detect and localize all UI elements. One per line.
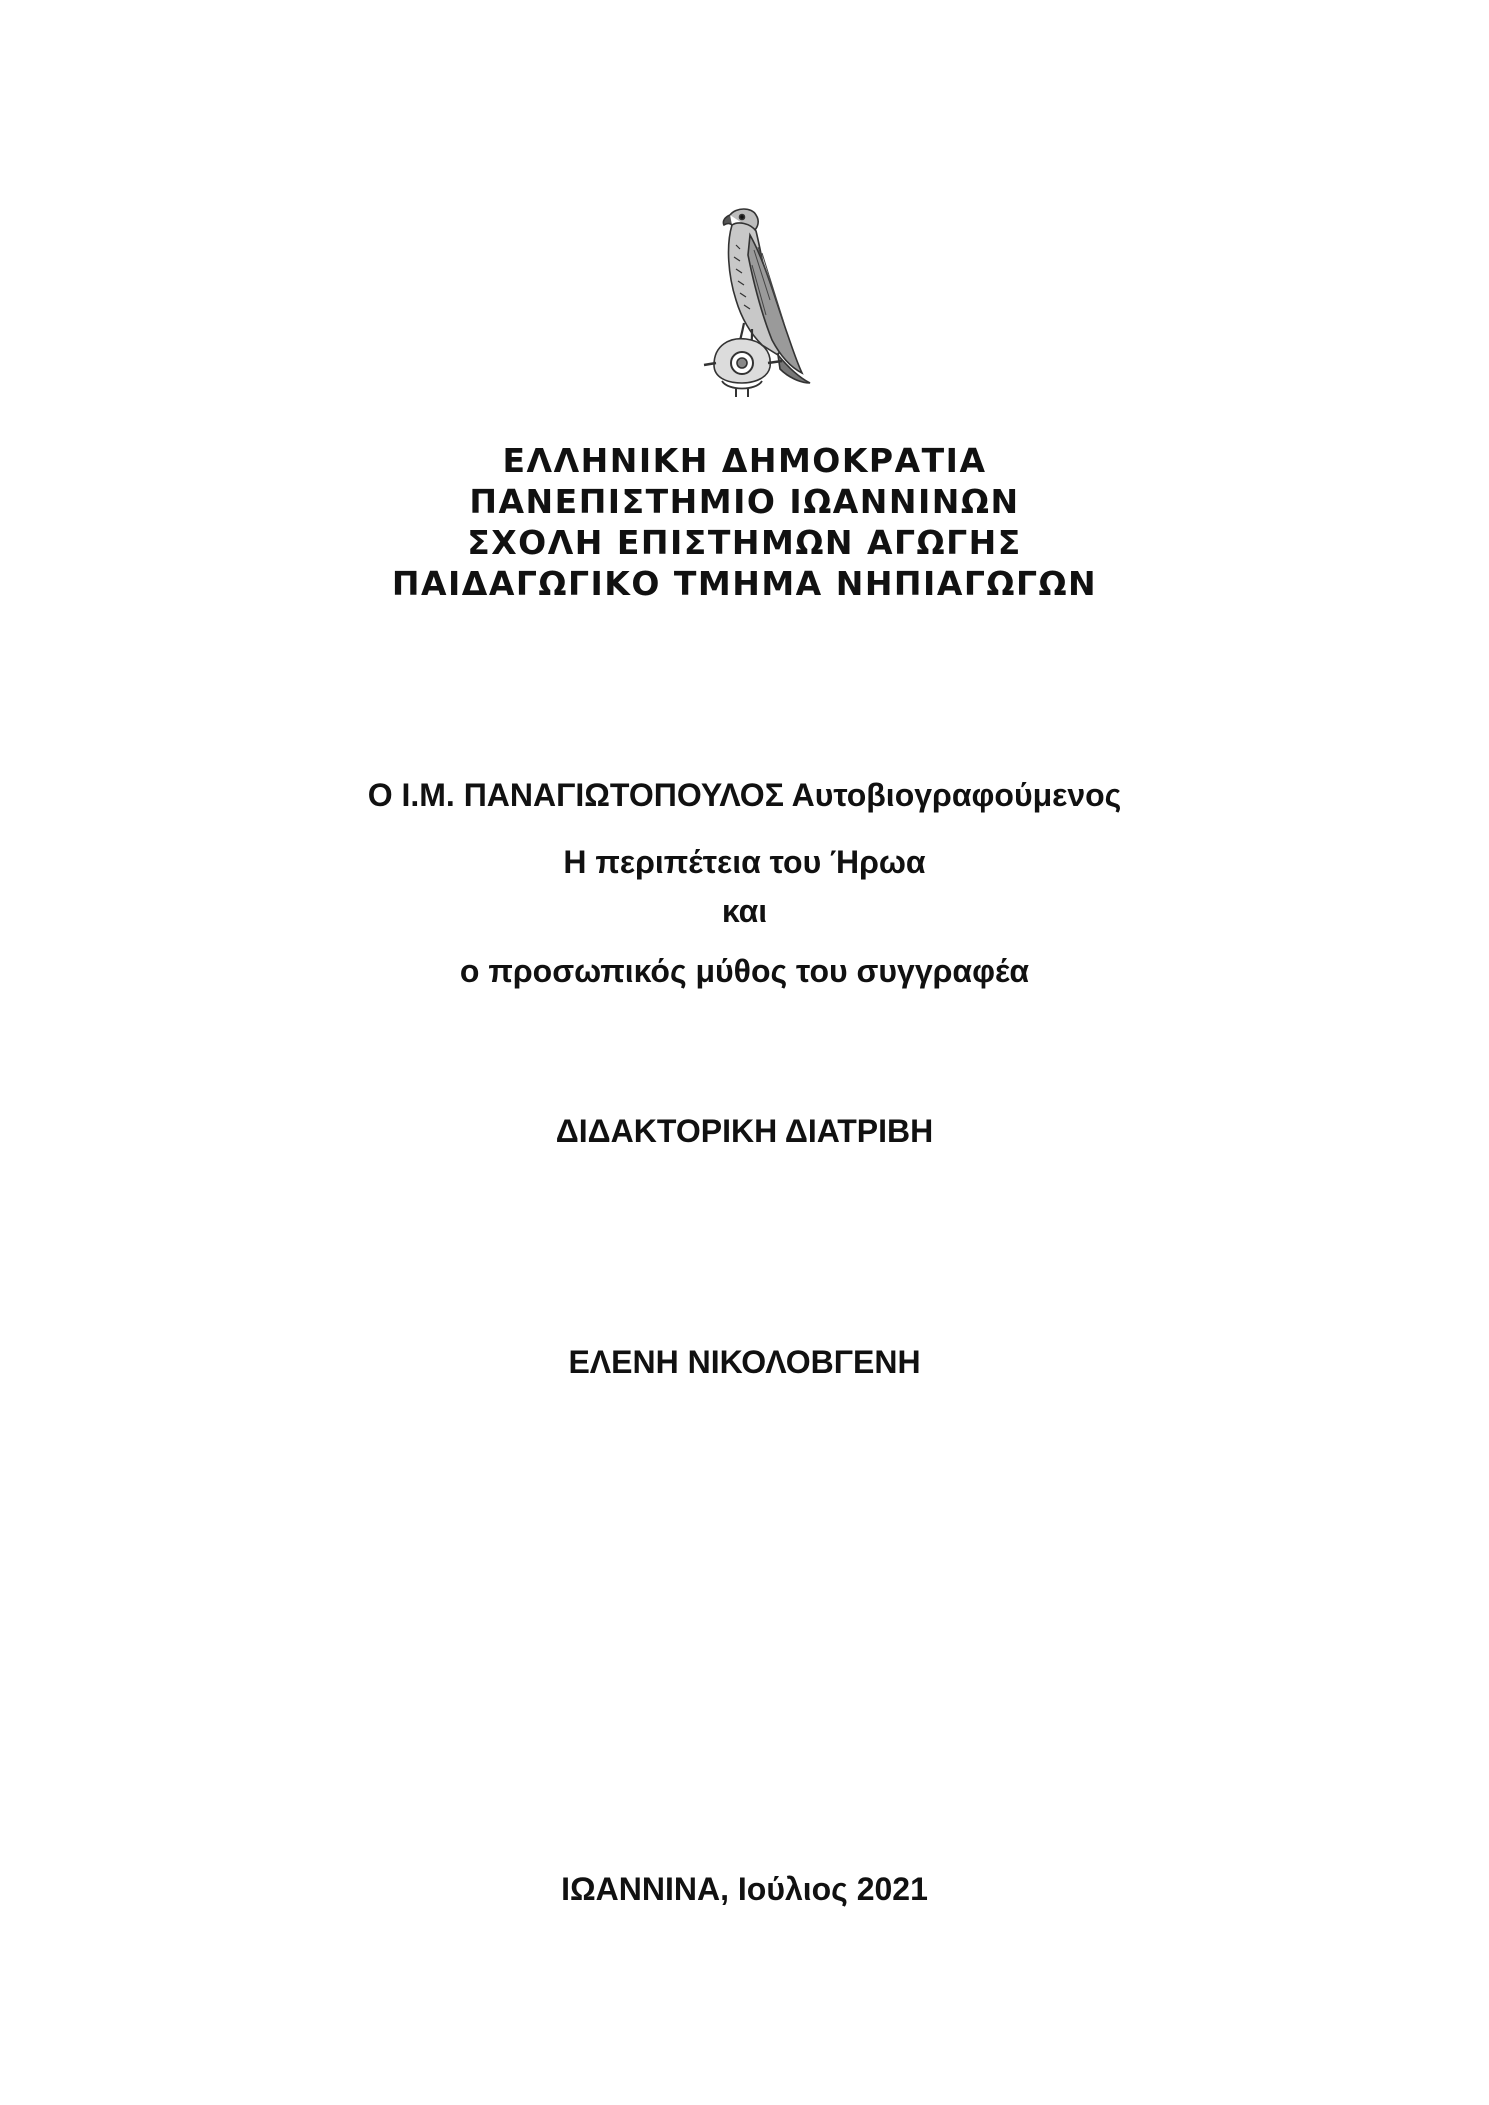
department-name: ΠΑΙΔΑΓΩΓΙΚΟ ΤΜΗΜΑ ΝΗΠΙΑΓΩΓΩΝ [391,564,1098,603]
thesis-title-line-1: Ο Ι.Μ. ΠΑΝΑΓΙΩΤΟΠΟΥΛΟΣ Αυτοβιογραφούμενος [367,777,1122,813]
thesis-title-line-3: και [721,893,768,929]
thesis-type: ΔΙΔΑΚΤΟΡΙΚΗ ΔΙΑΤΡΙΒΗ [555,1113,934,1149]
university-name: ΠΑΝΕΠΙΣΤΗΜΙΟ ΙΩΑΝΝΙΝΩΝ [469,482,1020,521]
falcon-emblem-icon [700,205,815,400]
author-name: ΕΛΕΝΗ ΝΙΚΟΛΟΒΓΕΝΗ [568,1344,921,1380]
place-and-date: ΙΩΑΝΝΙΝΑ, Ιούλιος 2021 [561,1871,928,1907]
country-name: ΕΛΛΗΝΙΚΗ ΔΗΜΟΚΡΑΤΙΑ [502,441,987,480]
thesis-title-line-2: Η περιπέτεια του Ήρωα [563,844,926,880]
institution-header [0,440,1489,604]
thesis-title-line-4: ο προσωπικός μύθος του συγγραφέα [459,953,1030,989]
school-name: ΣΧΟΛΗ ΕΠΙΣΤΗΜΩΝ ΑΓΩΓΗΣ [467,523,1022,562]
